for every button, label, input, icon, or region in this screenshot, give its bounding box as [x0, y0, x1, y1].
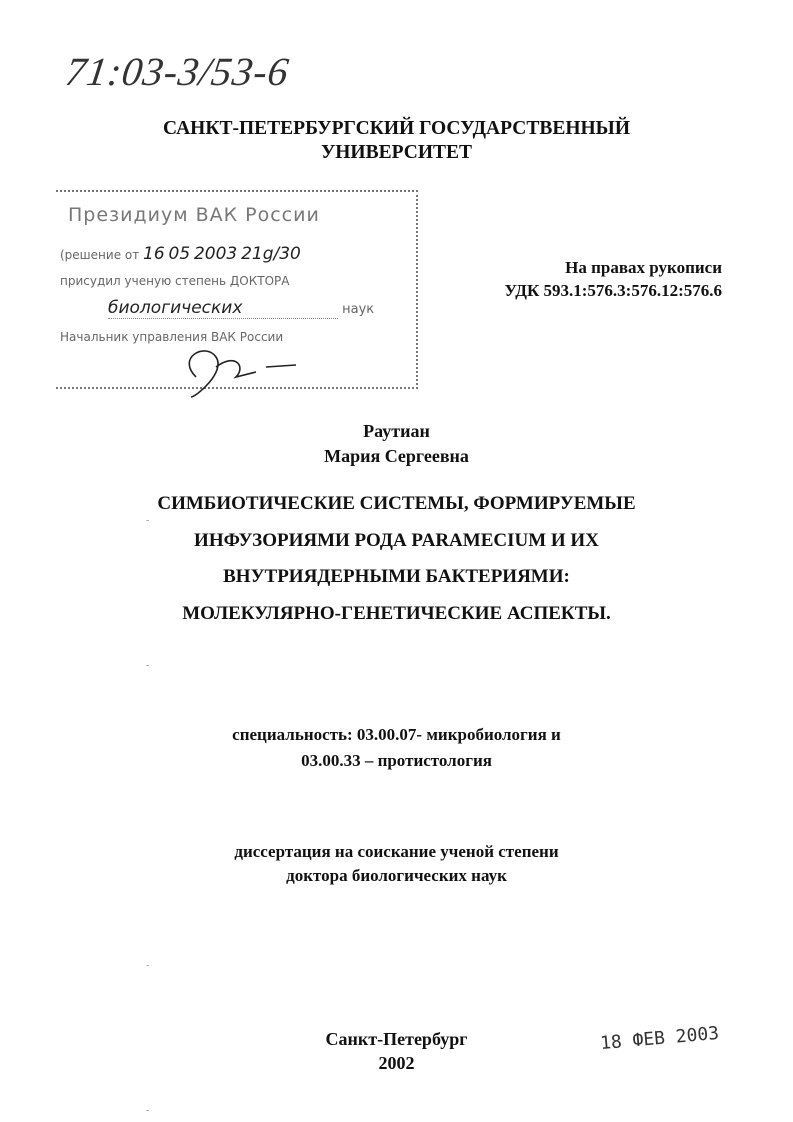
udc-code: УДК 593.1:576.3:576.12:576.6 — [504, 281, 722, 300]
degree-line-1: диссертация на соискание ученой степени — [234, 842, 559, 861]
archive-code-handwritten: 71:03-3/53-6 — [62, 49, 293, 94]
received-date-stamp: 18 ФЕВ 2003 — [599, 1022, 720, 1055]
stamp-decision-number: 21g/30 — [241, 244, 301, 264]
stamp-decision-day: 16 — [143, 244, 165, 264]
margin-mark: - — [146, 960, 150, 971]
stamp-award-text: присудил ученую степень ДОКТОРА — [60, 274, 290, 288]
title-line: МОЛЕКУЛЯРНО-ГЕНЕТИЧЕСКИЕ АСПЕКТЫ. — [182, 602, 611, 624]
stamp-field-handwritten: биологических — [108, 298, 338, 319]
degree-block — [0, 840, 793, 888]
title-line: ВНУТРИЯДЕРНЫМИ БАКТЕРИЯМИ: — [223, 566, 570, 587]
stamp-decision-year: 2003 — [193, 244, 238, 264]
author-name: Мария Сергеевна — [324, 446, 469, 466]
specialty-block — [0, 722, 793, 774]
year: 2002 — [378, 1053, 415, 1073]
stamp-decision-line — [60, 244, 301, 264]
title-line: ИНФУЗОРИЯМИ РОДА PARAMECIUM И ИХ — [194, 529, 599, 551]
margin-mark: - — [146, 1105, 150, 1116]
vak-approval-stamp — [56, 190, 418, 389]
author-surname: Раутиан — [363, 421, 430, 441]
stamp-header: Президиум ВАК России — [68, 204, 320, 226]
stamp-field-line — [108, 298, 374, 319]
stamp-decision-prefix: (решение от — [60, 248, 140, 262]
signature-graphic — [166, 337, 306, 407]
university-line-1: САНКТ-ПЕТЕРБУРГСКИЙ ГОСУДАРСТВЕННЫЙ — [162, 118, 630, 139]
stamp-official-text: Начальник управления ВАК России — [60, 330, 284, 344]
margin-mark: - — [146, 515, 150, 526]
margin-mark: - — [146, 660, 150, 671]
specialty-line-2: 03.00.33 – протистология — [301, 751, 492, 770]
university-name — [0, 117, 793, 165]
university-line-2: УНИВЕРСИТЕТ — [320, 142, 473, 163]
city: Санкт-Петербург — [325, 1029, 468, 1049]
author-block — [0, 419, 793, 469]
rights-block — [452, 256, 722, 302]
title-line: СИМБИОТИЧЕСКИЕ СИСТЕМЫ, ФОРМИРУЕМЫЕ — [157, 493, 636, 514]
degree-line-2: доктора биологических наук — [286, 866, 507, 885]
stamp-decision-month: 05 — [168, 244, 191, 264]
specialty-line-1: специальность: 03.00.07- микробиология и — [232, 725, 561, 744]
dissertation-title — [0, 486, 793, 632]
manuscript-rights: На правах рукописи — [565, 258, 722, 277]
stamp-field-suffix: наук — [342, 302, 375, 317]
